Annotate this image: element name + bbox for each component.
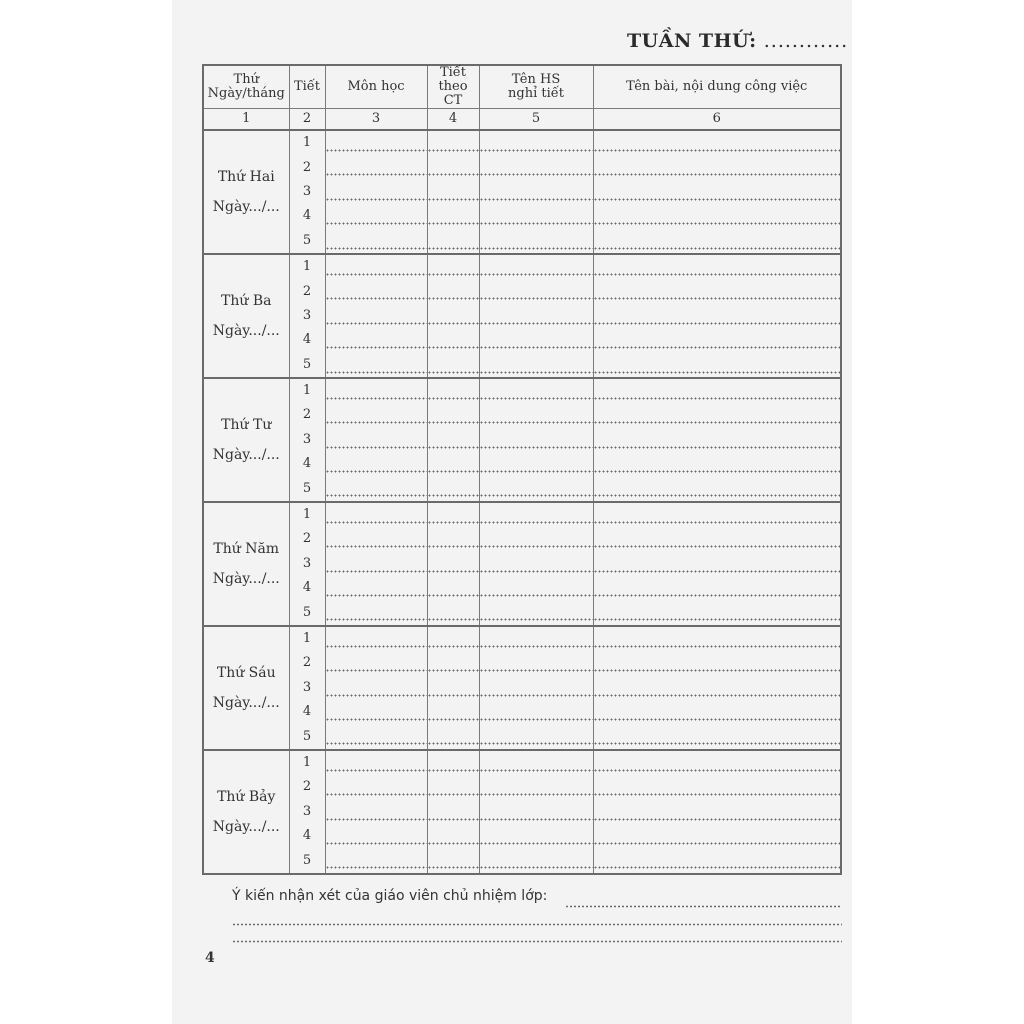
day-date[interactable]: Ngày.../...: [212, 198, 280, 215]
day-name: Thứ Năm: [213, 540, 280, 557]
subject-field[interactable]: [325, 353, 427, 378]
absent-students-field[interactable]: [479, 724, 593, 749]
period-row: [203, 775, 841, 799]
period-number: 5: [289, 229, 325, 254]
day-date[interactable]: Ngày.../...: [212, 818, 280, 835]
subject-field[interactable]: [325, 824, 427, 848]
period-row: [203, 576, 841, 600]
period-row: [203, 279, 841, 303]
class-journal-table: [202, 64, 842, 875]
period-row: [203, 155, 841, 179]
period-row: [203, 428, 841, 452]
curriculum-period-field[interactable]: [427, 378, 479, 403]
lesson-content-field[interactable]: [593, 600, 841, 625]
absent-students-field[interactable]: [479, 353, 593, 378]
curriculum-period-field[interactable]: [427, 452, 479, 476]
period-row: [203, 476, 841, 501]
day-date[interactable]: Ngày.../...: [212, 570, 280, 587]
period-row: [203, 502, 841, 527]
curriculum-period-field[interactable]: [427, 775, 479, 799]
period-number: 4: [289, 204, 325, 228]
curriculum-period-field[interactable]: [427, 600, 479, 625]
absent-students-field[interactable]: [479, 527, 593, 551]
lesson-content-field[interactable]: [593, 676, 841, 700]
absent-students-field[interactable]: [479, 130, 593, 155]
period-number: 4: [289, 700, 325, 724]
period-row: [203, 378, 841, 403]
absent-students-field[interactable]: [479, 403, 593, 427]
period-row: [203, 824, 841, 848]
subject-field[interactable]: [325, 279, 427, 303]
subject-field[interactable]: [325, 775, 427, 799]
lesson-content-field[interactable]: [593, 155, 841, 179]
absent-students-field[interactable]: [479, 700, 593, 724]
period-row: [203, 180, 841, 204]
period-row: [203, 651, 841, 675]
period-number: 2: [289, 527, 325, 551]
absent-students-field[interactable]: [479, 476, 593, 501]
comment-line[interactable]: [565, 905, 842, 908]
curriculum-period-field[interactable]: [427, 552, 479, 576]
col-number: 2: [289, 109, 325, 131]
period-row: [203, 452, 841, 476]
absent-students-field[interactable]: [479, 155, 593, 179]
lesson-content-field[interactable]: [593, 527, 841, 551]
period-number: 1: [289, 626, 325, 651]
period-number: 1: [289, 750, 325, 775]
day-date[interactable]: Ngày.../...: [212, 446, 280, 463]
period-number: 3: [289, 180, 325, 204]
subject-field[interactable]: [325, 328, 427, 352]
period-number: 5: [289, 600, 325, 625]
week-title: [627, 30, 848, 52]
lesson-content-field[interactable]: [593, 130, 841, 155]
col-header-lesson-content: Tên bài, nội dung công việc: [593, 65, 841, 109]
col-number: 4: [427, 109, 479, 131]
subject-field[interactable]: [325, 527, 427, 551]
curriculum-period-field[interactable]: [427, 254, 479, 279]
curriculum-period-field[interactable]: [427, 130, 479, 155]
day-cell: [203, 130, 289, 254]
curriculum-period-field[interactable]: [427, 304, 479, 328]
curriculum-period-field[interactable]: [427, 428, 479, 452]
absent-students-field[interactable]: [479, 800, 593, 824]
lesson-content-field[interactable]: [593, 651, 841, 675]
lesson-content-field[interactable]: [593, 848, 841, 873]
lesson-content-field[interactable]: [593, 552, 841, 576]
curriculum-period-field[interactable]: [427, 750, 479, 775]
period-number: 2: [289, 279, 325, 303]
curriculum-period-field[interactable]: [427, 527, 479, 551]
subject-field[interactable]: [325, 378, 427, 403]
subject-field[interactable]: [325, 204, 427, 228]
curriculum-period-field[interactable]: [427, 700, 479, 724]
subject-field[interactable]: [325, 626, 427, 651]
period-number: 1: [289, 130, 325, 155]
curriculum-period-field[interactable]: [427, 155, 479, 179]
period-row: [203, 304, 841, 328]
subject-field[interactable]: [325, 180, 427, 204]
lesson-content-field[interactable]: [593, 328, 841, 352]
period-row: [203, 552, 841, 576]
period-number: 4: [289, 328, 325, 352]
lesson-content-field[interactable]: [593, 502, 841, 527]
lesson-content-field[interactable]: [593, 724, 841, 749]
absent-students-field[interactable]: [479, 378, 593, 403]
curriculum-period-field[interactable]: [427, 279, 479, 303]
lesson-content-field[interactable]: [593, 576, 841, 600]
curriculum-period-field[interactable]: [427, 204, 479, 228]
curriculum-period-field[interactable]: [427, 403, 479, 427]
day-cell: [203, 750, 289, 874]
period-row: [203, 254, 841, 279]
col-header-day: Thứ Ngày/tháng: [203, 65, 289, 109]
period-row: [203, 229, 841, 254]
day-name: Thứ Bảy: [217, 788, 276, 805]
subject-field[interactable]: [325, 452, 427, 476]
lesson-content-field[interactable]: [593, 229, 841, 254]
absent-students-field[interactable]: [479, 229, 593, 254]
lesson-content-field[interactable]: [593, 378, 841, 403]
lesson-content-field[interactable]: [593, 452, 841, 476]
period-number: 2: [289, 155, 325, 179]
absent-students-field[interactable]: [479, 848, 593, 873]
lesson-content-field[interactable]: [593, 254, 841, 279]
day-cell: [203, 254, 289, 378]
subject-field[interactable]: [325, 502, 427, 527]
curriculum-period-field[interactable]: [427, 180, 479, 204]
period-row: [203, 700, 841, 724]
period-row: [203, 328, 841, 352]
absent-students-field[interactable]: [479, 824, 593, 848]
absent-students-field[interactable]: [479, 676, 593, 700]
subject-field[interactable]: [325, 304, 427, 328]
subject-field[interactable]: [325, 254, 427, 279]
period-number: 3: [289, 304, 325, 328]
lesson-content-field[interactable]: [593, 626, 841, 651]
lesson-content-field[interactable]: [593, 775, 841, 799]
absent-students-field[interactable]: [479, 651, 593, 675]
period-number: 4: [289, 824, 325, 848]
lesson-content-field[interactable]: [593, 353, 841, 378]
period-row: [203, 130, 841, 155]
absent-students-field[interactable]: [479, 279, 593, 303]
subject-field[interactable]: [325, 229, 427, 254]
period-row: [203, 204, 841, 228]
subject-field[interactable]: [325, 848, 427, 873]
curriculum-period-field[interactable]: [427, 476, 479, 501]
col-number: 3: [325, 109, 427, 131]
curriculum-period-field[interactable]: [427, 848, 479, 873]
day-date[interactable]: Ngày.../...: [212, 322, 280, 339]
period-number: 4: [289, 576, 325, 600]
subject-field[interactable]: [325, 800, 427, 824]
curriculum-period-field[interactable]: [427, 676, 479, 700]
absent-students-field[interactable]: [479, 204, 593, 228]
period-number: 5: [289, 724, 325, 749]
period-number: 4: [289, 452, 325, 476]
lesson-content-field[interactable]: [593, 824, 841, 848]
day-name: Thứ Tư: [221, 416, 272, 433]
period-number: 2: [289, 403, 325, 427]
curriculum-period-field[interactable]: [427, 651, 479, 675]
period-number: 3: [289, 676, 325, 700]
subject-field[interactable]: [325, 552, 427, 576]
lesson-content-field[interactable]: [593, 800, 841, 824]
period-row: [203, 600, 841, 625]
curriculum-period-field[interactable]: [427, 353, 479, 378]
absent-students-field[interactable]: [479, 428, 593, 452]
col-header-period: Tiết: [289, 65, 325, 109]
day-name: Thứ Ba: [221, 292, 272, 309]
absent-students-field[interactable]: [479, 775, 593, 799]
journal-body: [203, 130, 841, 874]
subject-field[interactable]: [325, 428, 427, 452]
absent-students-field[interactable]: [479, 452, 593, 476]
absent-students-field[interactable]: [479, 180, 593, 204]
curriculum-period-field[interactable]: [427, 502, 479, 527]
period-row: [203, 676, 841, 700]
lesson-content-field[interactable]: [593, 180, 841, 204]
period-number: 1: [289, 502, 325, 527]
period-row: [203, 750, 841, 775]
period-number: 5: [289, 848, 325, 873]
period-row: [203, 527, 841, 551]
period-row: [203, 403, 841, 427]
period-row: [203, 724, 841, 749]
curriculum-period-field[interactable]: [427, 328, 479, 352]
period-number: 1: [289, 254, 325, 279]
curriculum-period-field[interactable]: [427, 824, 479, 848]
lesson-content-field[interactable]: [593, 476, 841, 501]
absent-students-field[interactable]: [479, 502, 593, 527]
lesson-content-field[interactable]: [593, 750, 841, 775]
col-number: 5: [479, 109, 593, 131]
week-number-blank[interactable]: ............: [763, 30, 849, 52]
absent-students-field[interactable]: [479, 626, 593, 651]
col-number: 1: [203, 109, 289, 131]
curriculum-period-field[interactable]: [427, 626, 479, 651]
col-number: 6: [593, 109, 841, 131]
day-name: Thứ Sáu: [216, 664, 276, 681]
subject-field[interactable]: [325, 700, 427, 724]
col-header-curriculum-period: Tiết theo CT: [427, 65, 479, 109]
subject-field[interactable]: [325, 600, 427, 625]
subject-field[interactable]: [325, 476, 427, 501]
lesson-content-field[interactable]: [593, 304, 841, 328]
period-number: 5: [289, 476, 325, 501]
homeroom-comment-label: Ý kiến nhận xét của giáo viên chủ nhiệm lớp:: [232, 888, 548, 904]
lesson-content-field[interactable]: [593, 428, 841, 452]
week-label: TUẦN THỨ:: [627, 30, 757, 52]
period-number: 1: [289, 378, 325, 403]
subject-field[interactable]: [325, 130, 427, 155]
col-header-subject: Môn học: [325, 65, 427, 109]
page-number: 4: [205, 950, 215, 966]
subject-field[interactable]: [325, 155, 427, 179]
day-name: Thứ Hai: [217, 168, 275, 185]
day-cell: [203, 626, 289, 750]
day-date[interactable]: Ngày.../...: [212, 694, 280, 711]
lesson-content-field[interactable]: [593, 279, 841, 303]
period-row: [203, 800, 841, 824]
subject-field[interactable]: [325, 576, 427, 600]
subject-field[interactable]: [325, 651, 427, 675]
absent-students-field[interactable]: [479, 304, 593, 328]
day-cell: [203, 378, 289, 502]
subject-field[interactable]: [325, 724, 427, 749]
lesson-content-field[interactable]: [593, 403, 841, 427]
day-cell: [203, 502, 289, 626]
absent-students-field[interactable]: [479, 576, 593, 600]
absent-students-field[interactable]: [479, 254, 593, 279]
period-number: 5: [289, 353, 325, 378]
col-header-absent-students: Tên HS nghỉ tiết: [479, 65, 593, 109]
period-number: 2: [289, 775, 325, 799]
period-number: 2: [289, 651, 325, 675]
absent-students-field[interactable]: [479, 328, 593, 352]
absent-students-field[interactable]: [479, 600, 593, 625]
period-number: 3: [289, 428, 325, 452]
absent-students-field[interactable]: [479, 750, 593, 775]
curriculum-period-field[interactable]: [427, 800, 479, 824]
subject-field[interactable]: [325, 750, 427, 775]
period-row: [203, 353, 841, 378]
period-row: [203, 626, 841, 651]
subject-field[interactable]: [325, 403, 427, 427]
lesson-content-field[interactable]: [593, 204, 841, 228]
lesson-content-field[interactable]: [593, 700, 841, 724]
period-number: 3: [289, 800, 325, 824]
period-number: 3: [289, 552, 325, 576]
period-row: [203, 848, 841, 873]
comment-line[interactable]: [232, 923, 842, 926]
curriculum-period-field[interactable]: [427, 229, 479, 254]
curriculum-period-field[interactable]: [427, 724, 479, 749]
subject-field[interactable]: [325, 676, 427, 700]
curriculum-period-field[interactable]: [427, 576, 479, 600]
absent-students-field[interactable]: [479, 552, 593, 576]
comment-line[interactable]: [232, 940, 842, 943]
